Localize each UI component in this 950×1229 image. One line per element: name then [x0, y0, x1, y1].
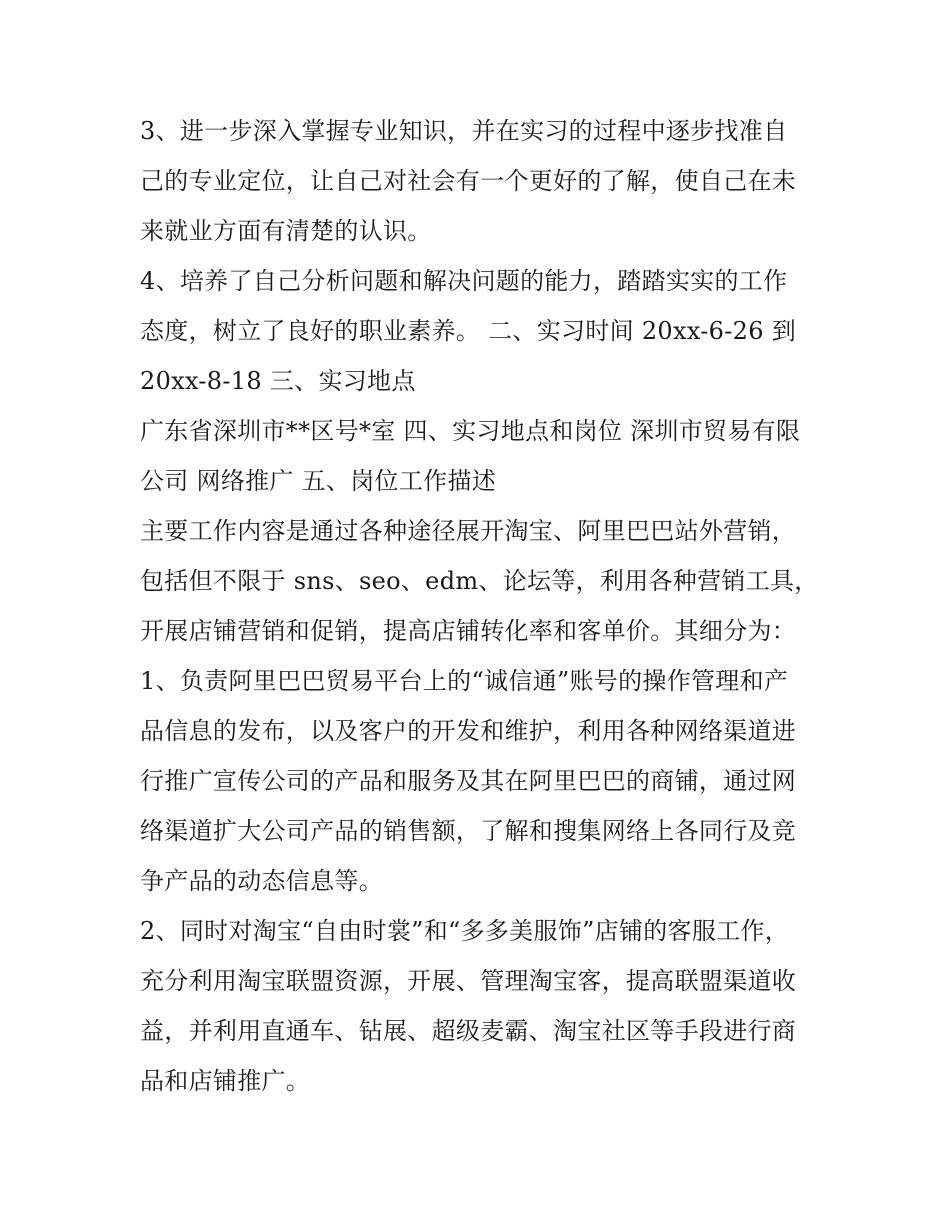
- text-line: 充分利用淘宝联盟资源，开展、管理淘宝客，提高联盟渠道收: [140, 967, 797, 995]
- text-line: 益，并利用直通车、钻展、超级麦霸、淘宝社区等手段进行商: [140, 1017, 797, 1045]
- text-line: 行推广宣传公司的产品和服务及其在阿里巴巴的商铺，通过网: [140, 767, 797, 795]
- text-line: 1、负责阿里巴巴贸易平台上的“诚信通”账号的操作管理和产: [140, 667, 789, 695]
- text-line: 己的专业定位，让自己对社会有一个更好的了解，使自己在未: [140, 167, 797, 195]
- text-line: 20xx-8-18 三、实习地点: [140, 367, 416, 395]
- text-line: 态度，树立了良好的职业素养。 二、实习时间 20xx-6-26 到: [140, 317, 796, 345]
- text-line: 3、进一步深入掌握专业知识，并在实习的过程中逐步找准自: [140, 117, 788, 145]
- text-line: 开展店铺营销和促销，提高店铺转化率和客单价。其细分为：: [140, 617, 797, 645]
- text-line: 来就业方面有清楚的认识。: [140, 217, 432, 245]
- document-body: [140, 106, 820, 1106]
- text-line: 广东省深圳市**区号*室 四、实习地点和岗位 深圳市贸易有限: [140, 417, 801, 445]
- text-line: 4、培养了自己分析问题和解决问题的能力，踏踏实实的工作: [140, 267, 788, 295]
- text-line: 主要工作内容是通过各种途径展开淘宝、阿里巴巴站外营销，: [140, 517, 797, 545]
- text-line: 品信息的发布，以及客户的开发和维护，利用各种网络渠道进: [140, 717, 797, 745]
- text-line: 络渠道扩大公司产品的销售额，了解和搜集网络上各同行及竞: [140, 817, 797, 845]
- text-line: 公司 网络推广 五、岗位工作描述: [140, 467, 497, 495]
- text-line: 品和店铺推广。: [140, 1067, 311, 1095]
- text-line: 2、同时对淘宝“自由时裳”和“多多美服饰”店铺的客服工作，: [140, 917, 790, 945]
- text-line: 争产品的动态信息等。: [140, 867, 383, 895]
- text-line: 包括但不限于 sns、seo、edm、论坛等，利用各种营销工具，: [140, 567, 819, 595]
